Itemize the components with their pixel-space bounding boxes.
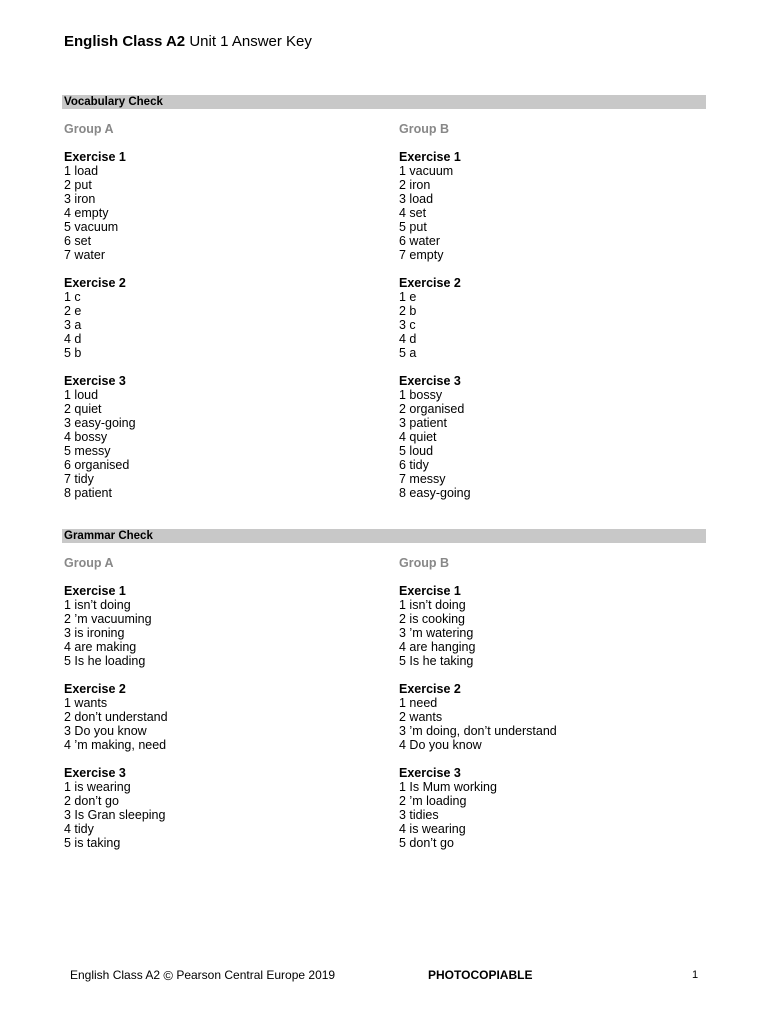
answer-item: 5 put: [399, 220, 427, 234]
answer-item: 4 empty: [64, 206, 109, 220]
answer-item: 1 Is Mum working: [399, 780, 497, 794]
exercise-title: Exercise 1: [399, 584, 461, 598]
answer-item: 4 set: [399, 206, 427, 220]
answer-item: 3 load: [399, 192, 434, 206]
answer-item: 2 is cooking: [399, 612, 466, 626]
answer-item: 4 Do you know: [399, 738, 482, 752]
vocabulary-group-a-column: [64, 122, 364, 514]
answer-item: 2 b: [399, 304, 417, 318]
answer-item: 2 put: [64, 178, 92, 192]
copyright-icon: ©: [163, 968, 173, 983]
answer-item: 2 ’m loading: [399, 794, 467, 808]
exercise-block: [64, 682, 364, 752]
exercise-block: [64, 766, 364, 850]
exercise-block: [64, 276, 364, 360]
answer-item: 1 isn’t doing: [64, 598, 131, 612]
answer-item: 6 organised: [64, 458, 130, 472]
answer-item: 7 tidy: [64, 472, 94, 486]
answer-item: 1 loud: [64, 388, 99, 402]
answer-item: 1 e: [399, 290, 417, 304]
answer-item: 5 Is he taking: [399, 654, 474, 668]
exercise-title: Exercise 2: [64, 276, 126, 290]
answer-item: 2 organised: [399, 402, 465, 416]
section-header-grammar: Grammar Check: [62, 529, 706, 543]
answer-item: 5 a: [399, 346, 417, 360]
answer-item: 1 isn’t doing: [399, 598, 466, 612]
answer-item: 3 c: [399, 318, 416, 332]
answer-item: 5 loud: [399, 444, 434, 458]
exercise-block: [399, 766, 699, 850]
answer-item: 8 patient: [64, 486, 112, 500]
answer-item: 3 ’m doing, don’t understand: [399, 724, 557, 738]
exercise-block: [399, 276, 699, 360]
section-header-vocabulary: Vocabulary Check: [62, 95, 706, 109]
exercise-title: Exercise 3: [64, 766, 126, 780]
answer-item: 3 Is Gran sleeping: [64, 808, 166, 822]
answer-item: 3 Do you know: [64, 724, 147, 738]
answer-item: 3 patient: [399, 416, 447, 430]
exercise-block: [399, 584, 699, 668]
answer-item: 5 messy: [64, 444, 111, 458]
answer-item: 3 is ironing: [64, 626, 125, 640]
answer-item: 3 iron: [64, 192, 96, 206]
exercise-block: [399, 374, 699, 500]
exercise-block: [64, 374, 364, 500]
exercise-title: Exercise 2: [64, 682, 126, 696]
answer-item: 1 need: [399, 696, 438, 710]
answer-item: 5 don’t go: [399, 836, 454, 850]
answer-item: 7 empty: [399, 248, 444, 262]
group-label: Group B: [399, 122, 449, 136]
exercise-title: Exercise 3: [399, 766, 461, 780]
answer-item: 8 easy-going: [399, 486, 471, 500]
exercise-block: [399, 150, 699, 262]
answer-item: 4 are hanging: [399, 640, 476, 654]
answer-item: 3 a: [64, 318, 82, 332]
answer-item: 4 bossy: [64, 430, 108, 444]
title-brand: English Class A2: [64, 33, 186, 50]
vocabulary-group-b-column: [399, 122, 699, 514]
group-label: Group B: [399, 556, 449, 570]
exercise-block: [64, 584, 364, 668]
answer-item: 3 easy-going: [64, 416, 136, 430]
answer-item: 1 bossy: [399, 388, 443, 402]
footer-copyright: [70, 968, 335, 983]
answer-item: 2 iron: [399, 178, 431, 192]
exercise-title: Exercise 1: [64, 150, 126, 164]
footer-brand: English Class A2: [70, 968, 161, 982]
answer-item: 6 tidy: [399, 458, 429, 472]
footer-publisher: Pearson Central Europe 2019: [176, 968, 336, 982]
exercise-title: Exercise 3: [64, 374, 126, 388]
answer-item: 1 wants: [64, 696, 108, 710]
answer-item: 1 vacuum: [399, 164, 454, 178]
answer-item: 2 e: [64, 304, 82, 318]
exercise-title: Exercise 1: [64, 584, 126, 598]
answer-item: 4 tidy: [64, 822, 94, 836]
answer-item: 4 d: [399, 332, 417, 346]
answer-item: 4 is wearing: [399, 822, 466, 836]
exercise-title: Exercise 2: [399, 682, 461, 696]
exercise-title: Exercise 3: [399, 374, 461, 388]
grammar-group-b-column: [399, 556, 699, 864]
answer-item: 2 quiet: [64, 402, 102, 416]
exercise-title: Exercise 1: [399, 150, 461, 164]
answer-item: 2 ’m vacuuming: [64, 612, 152, 626]
answer-item: 7 messy: [399, 472, 446, 486]
answer-item: 5 vacuum: [64, 220, 119, 234]
answer-item: 1 c: [64, 290, 81, 304]
answer-item: 5 b: [64, 346, 82, 360]
answer-item: 2 don’t understand: [64, 710, 168, 724]
answer-item: 4 d: [64, 332, 82, 346]
answer-item: 1 load: [64, 164, 99, 178]
answer-item: 5 Is he loading: [64, 654, 146, 668]
answer-item: 3 tidies: [399, 808, 439, 822]
answer-item: 4 quiet: [399, 430, 437, 444]
grammar-group-a-column: [64, 556, 364, 864]
title-subtitle: Unit 1 Answer Key: [189, 33, 312, 50]
answer-item: 3 ’m watering: [399, 626, 474, 640]
answer-item: 7 water: [64, 248, 105, 262]
answer-item: 6 set: [64, 234, 92, 248]
answer-item: 2 don’t go: [64, 794, 119, 808]
answer-item: 1 is wearing: [64, 780, 131, 794]
answer-item: 6 water: [399, 234, 440, 248]
answer-item: 4 ’m making, need: [64, 738, 167, 752]
exercise-block: [399, 682, 699, 752]
answer-item: 2 wants: [399, 710, 443, 724]
page-title: [64, 32, 312, 52]
page-number: 1: [692, 969, 699, 981]
exercise-block: [64, 150, 364, 262]
answer-item: 5 is taking: [64, 836, 121, 850]
exercise-title: Exercise 2: [399, 276, 461, 290]
photocopiable-label: PHOTOCOPIABLE: [428, 968, 533, 982]
answer-item: 4 are making: [64, 640, 137, 654]
group-label: Group A: [64, 122, 114, 136]
group-label: Group A: [64, 556, 114, 570]
